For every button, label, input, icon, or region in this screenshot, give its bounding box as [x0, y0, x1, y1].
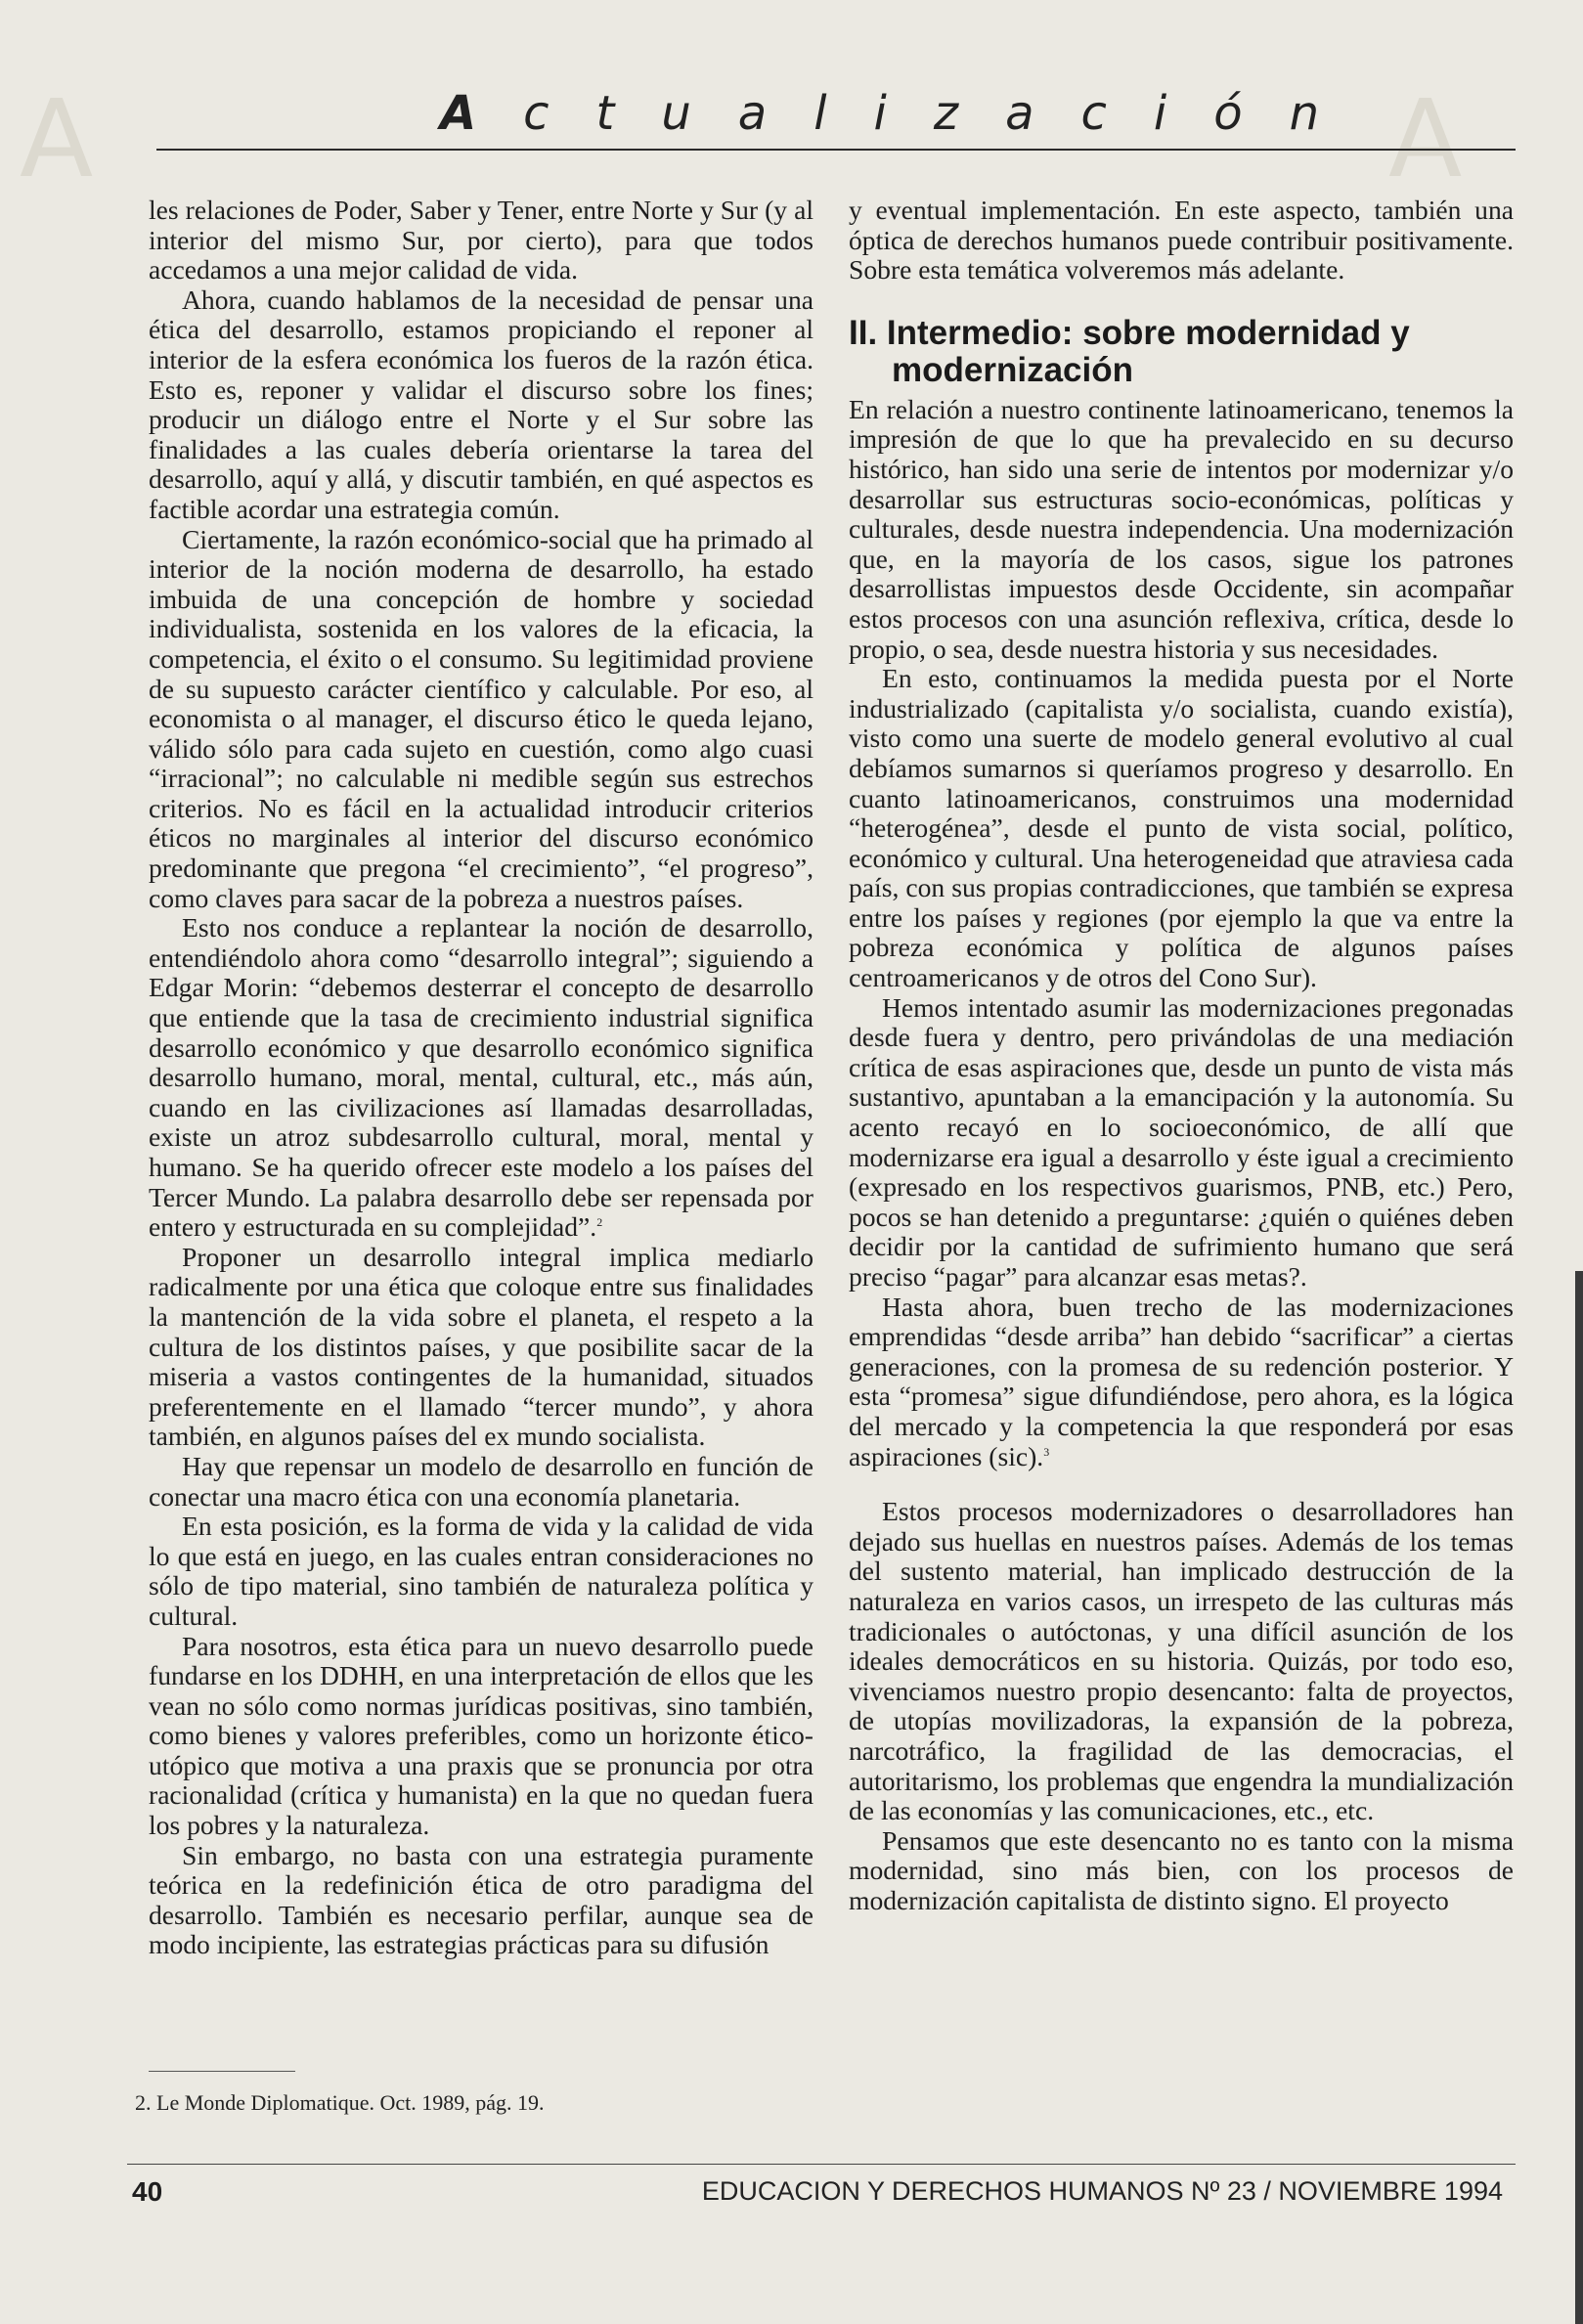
paragraph-text: Sin embargo, no basta con una estrategia puramente teórica en la redefinición ética de otro paradigma del desarrollo. También es necesario perfilar, aunque sea de modo incipiente, las estrategias prácticas para su difusión	[149, 1839, 813, 1960]
footnote-rule	[149, 2071, 295, 2072]
paragraph-text: Estos procesos modernizadores o desarrolladores han dejado sus huellas en nuestros países. Además de los temas del sustento material, han implicado destrucción de la naturaleza en varios casos, un irrespeto de las culturas más tradicionales o autóctonas, y una difícil asunción de los ideales democráticos en su historia. Quizás, por todo eso, vivenciamos nuestro propio desencanto: falta de proyectos, de utopías movilizadoras, la expansión de la pobreza, narcotráfico, la fragilidad de las democracias, el autoritarismo, los problemas que engendra la mundialización de las economías y las comunicaciones, etc., etc.	[849, 1496, 1514, 1826]
left-column	[149, 196, 813, 1960]
paragraph	[149, 1841, 813, 1960]
footer-rule	[127, 2164, 1516, 2165]
paragraph-text: Pensamos que este desencanto no es tanto con la misma modernidad, sino más bien, con los procesos de modernización capitalista de distinto signo. El proyecto	[849, 1824, 1514, 1915]
paragraph	[849, 993, 1514, 1293]
footnote: 2. Le Monde Diplomatique. Oct. 1989, pág. 19.	[135, 2090, 545, 2115]
right-column-intro: y eventual implementación. En este aspecto, también una óptica de derechos humanos puede contribuir positivamente. Sobre esta temática volveremos más adelante.	[849, 195, 1514, 285]
journal-info: EDUCACION Y DERECHOS HUMANOS Nº 23 / NOVIEMBRE 1994	[701, 2176, 1503, 2206]
paragraph	[149, 525, 813, 914]
background-watermark-left: A	[20, 76, 102, 201]
paragraph	[149, 1243, 813, 1452]
paragraph	[849, 1293, 1514, 1472]
section-title-rest: ctualización	[523, 86, 1366, 141]
paragraph-text: Proponer un desarrollo integral implica mediarlo radicalmente por una ética que coloque entre sus finalidades la mantención de la vida sobre el planeta, el respeto a la cultura de los distintos países, y que posibilite sacar de la miseria a vastos contingentes de la humanidad, situados preferentemente en el llamado “tercer mundo”, y ahora también, en algunos países del ex mundo socialista.	[149, 1241, 813, 1452]
paragraph-text: Hay que repensar un modelo de desarrollo en función de conectar una macro ética con una economía planetaria.	[149, 1450, 813, 1512]
section-header	[156, 86, 1516, 162]
footnote-marker: 3	[1043, 1444, 1050, 1459]
background-watermark-right: A	[1388, 76, 1471, 201]
paragraph-text: En relación a nuestro continente latinoamericano, tenemos la impresión de que lo que ha prevalecido en su decurso histórico, han sido una serie de intentos por modernizar y/o desarrollar sus estructuras socio-económicas, políticas y culturales, desde nuestra independencia. Una modernización que, en la mayoría de los casos, sigue los patrones desarrollistas impuestos desde Occidente, sin acompañar estos procesos con una asunción reflexiva, crítica, desde lo propio, o sea, desde nuestra historia y sus necesidades.	[849, 393, 1514, 664]
section-title	[440, 86, 1366, 141]
header-rule	[156, 149, 1516, 151]
paragraph	[149, 913, 813, 1243]
paragraph-text: Ahora, cuando hablamos de la necesidad de pensar una ética del desarrollo, estamos propiciando el reponer al interior de la esfera económica los fueros de la razón ética. Esto es, reponer y validar el discurso sobre los fines; producir un diálogo entre el Norte y el Sur sobre las finalidades a las cuales debería orientarse la tarea del desarrollo, aquí y allá, y discutir también, en qué aspectos es factible acordar una estrategia común.	[149, 284, 813, 524]
section-heading: II. Intermedio: sobre modernidad y modernización	[849, 313, 1410, 389]
paragraph	[849, 395, 1514, 664]
paragraph	[149, 196, 813, 285]
paragraph-text: Hasta ahora, buen trecho de las modernizaciones emprendidas “desde arriba” han debido “sacrificar” a ciertas generaciones, con la promesa de su redención posterior. Y esta “promesa” sigue difundiéndose, pero ahora, es la lógica del mercado y la competencia la que responderá por esas aspiraciones (sic).	[849, 1291, 1514, 1471]
paragraph-text: Ciertamente, la razón económico-social que ha primado al interior de la noción moderna de desarrollo, ha estado imbuida de una concepción de hombre y sociedad individualista, sostenida en los valores de la eficacia, la competencia, el éxito o el consumo. Su legitimidad proviene de su supuesto carácter científico y calculable. Por eso, al economista o al manager, el discurso ético le queda lejano, válido sólo para cada sujeto en cuestión, como algo cuasi “irracional”; no calculable ni medible según sus estrechos criterios. No es fácil en la actualidad introducir criterios éticos no marginales al interior del discurso económico predominante que pregona “el crecimiento”, “el progreso”, como claves para sacar de la pobreza a nuestros países.	[149, 523, 813, 913]
paragraph-text: En esta posición, es la forma de vida y la calidad de vida lo que está en juego, en las cuales entran consideraciones no sólo de tipo material, sino también de naturaleza política y cultural.	[149, 1511, 813, 1631]
paragraph-text: Para nosotros, esta ética para un nuevo desarrollo puede fundarse en los DDHH, en una interpretación de ellos que les vean no sólo como normas jurídicas positivas, sino también, como bienes y valores preferibles, como un horizonte ético-utópico que motiva a una praxis que se pronuncia por otra racionalidad (crítica y humanista) en la que no quedan fuera los pobres y la naturaleza.	[149, 1630, 813, 1841]
paragraph	[849, 1497, 1514, 1826]
paragraph-text: les relaciones de Poder, Saber y Tener, entre Norte y Sur (y al interior del mismo Sur, por cierto), para que todos accedamos a una mejor calidad de vida.	[149, 195, 813, 285]
right-column-body	[849, 395, 1514, 1916]
footnote-marker: 2	[596, 1215, 603, 1229]
paragraph-text: Esto nos conduce a replantear la noción de desarrollo, entendiéndolo ahora como “desarrollo integral”; siguiendo a Edgar Morin: “debemos desterrar el concepto de desarrollo que entiende que la tasa de crecimiento industrial significa desarrollo económico y que desarrollo económico significa desarrollo humano, moral, mental, cultural, etc., más aún, cuando en las civilizaciones así llamadas desarrolladas, existe un atroz subdesarrollo cultural, moral, mental y humano. Se ha querido ofrecer este modelo a los países del Tercer Mundo. La palabra desarrollo debe ser repensada por entero y estructurada en su complejidad”.	[149, 912, 813, 1243]
right-column	[849, 196, 1514, 1915]
page-number: 40	[132, 2176, 163, 2207]
section-title-initial: A	[440, 86, 524, 141]
paragraph-text: Hemos intentado asumir las modernizaciones pregonadas desde fuera y dentro, pero privándolas de una mediación crítica de esas aspiraciones que, desde un punto de vista más sustantivo, apuntaban a la emancipación y la autonomía. Su acento recayó en lo socioeconómico, de allí que modernizarse era igual a desarrollo y éste igual a crecimiento (expresado en los respectivos guarismos, PNB, etc.) Pero, pocos se han detenido a preguntarse: ¿quién o quiénes deben decidir por la cantidad de sufrimiento humano que será preciso “pagar” para alcanzar esas metas?.	[849, 991, 1514, 1292]
page-edge-shadow	[1575, 1271, 1583, 2324]
paragraph	[149, 1632, 813, 1841]
paragraph	[849, 664, 1514, 993]
paragraph	[149, 285, 813, 525]
paragraph	[149, 1452, 813, 1512]
paragraph-text: En esto, continuamos la medida puesta por el Norte industrializado (capitalista y/o socialista, cuando existía), visto como una suerte de modelo general evolutivo al cual debíamos sumarnos si queríamos progreso y desarrollo. En cuanto latinoamericanos, construimos una modernidad “heterogénea”, desde el punto de vista social, político, económico y cultural. Una heterogeneidad que atraviesa cada país, con sus propias contradicciones, que también se expresa entre los países y regiones (por ejemplo la que va entre la pobreza económica y política de algunos países centroamericanos y de otros del Cono Sur).	[849, 663, 1514, 993]
paragraph	[849, 1826, 1514, 1916]
paragraph	[149, 1512, 813, 1631]
